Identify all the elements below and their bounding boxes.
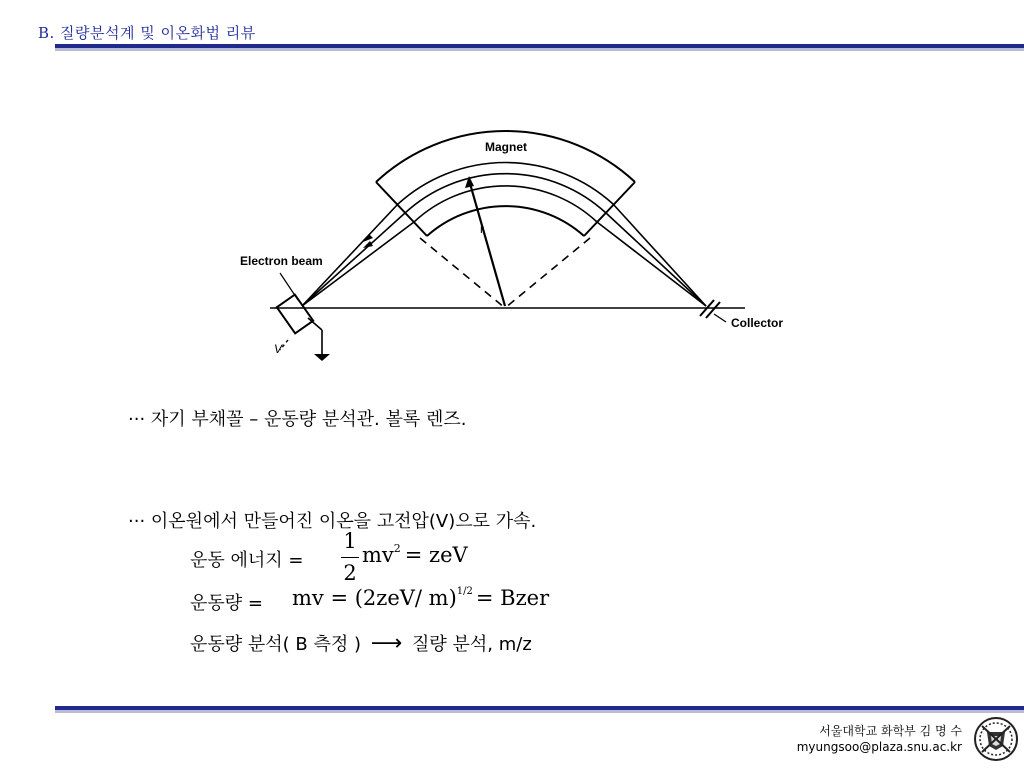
bullet-text: 자기 부채꼴 – 운동량 분석관. 볼록 렌즈. (150, 409, 467, 430)
voltage-label: V (274, 342, 283, 356)
electron-beam-label: Electron beam (240, 254, 323, 268)
analysis-line (190, 630, 532, 656)
magnet-left-edge (376, 182, 427, 236)
analysis-result: 질량 분석, m/z (412, 634, 532, 655)
bullet-text: 이온원에서 만들어진 이온을 고전압(V)으로 가속. (150, 511, 537, 532)
magnet-inner-arc (427, 206, 584, 236)
header-divider-shadow (55, 48, 1024, 51)
fraction-bar (341, 557, 359, 558)
bullet-1 (128, 405, 467, 431)
page-title: B. 질량분석계 및 이온화법 리뷰 (38, 24, 256, 42)
energy-exponent: 2 (393, 542, 401, 555)
ion-path-outer (398, 163, 613, 204)
beam-out-1 (613, 204, 706, 306)
dashed-left (420, 238, 505, 308)
footer-divider-shadow (55, 710, 1024, 713)
university-emblem-icon (973, 716, 1019, 762)
momentum-label: 운동량 = (190, 593, 263, 614)
ground-symbol (314, 354, 330, 361)
radius-label: r (480, 222, 484, 236)
energy-denominator: 2 (343, 561, 357, 585)
momentum-expr: mv = (2zeV/ m) (292, 586, 457, 610)
radius-line (469, 180, 505, 306)
magnet-label: Magnet (485, 140, 527, 154)
beam-arrow-2 (363, 241, 373, 248)
energy-expr: mv (362, 543, 394, 567)
beam-out-3 (597, 222, 706, 306)
arrow-icon: ⟶ (370, 631, 403, 656)
energy-equation (362, 543, 468, 567)
magnet-right-edge (584, 182, 635, 236)
energy-rhs: = zeV (404, 543, 468, 567)
collector-label: Collector (731, 316, 784, 330)
bullet-2 (128, 507, 536, 533)
magnetic-sector-diagram (230, 118, 800, 368)
momentum-exponent: 1/2 (456, 586, 473, 597)
energy-label: 운동 에너지 = (190, 550, 304, 571)
bullet-marker: ··· (128, 511, 146, 532)
energy-numerator: 1 (343, 529, 357, 553)
analysis-text: 운동량 분석( B 측정 ) (190, 634, 361, 655)
collector-slit-2 (706, 302, 720, 318)
electron-beam-pointer (280, 273, 298, 300)
momentum-equation (292, 586, 549, 610)
collector-pointer (714, 314, 726, 322)
dashed-right (505, 238, 590, 308)
footer-author: 서울대학교 화학부 김 명 수 (819, 724, 962, 738)
ion-path-inner (414, 186, 597, 222)
bullet-marker: ··· (128, 409, 146, 430)
momentum-rhs: = Bzer (475, 586, 550, 610)
footer-email: myungsoo@plaza.snu.ac.kr (796, 740, 962, 754)
beam-out-2 (606, 213, 706, 306)
